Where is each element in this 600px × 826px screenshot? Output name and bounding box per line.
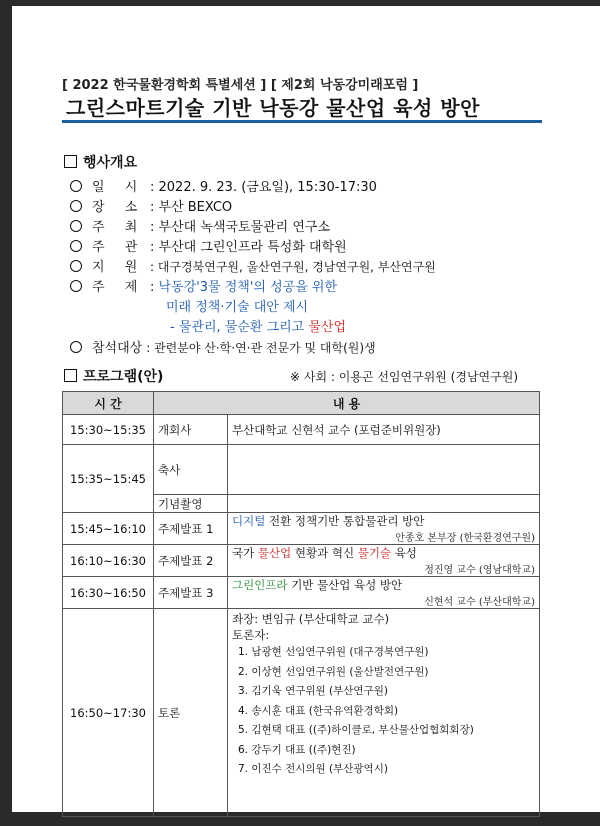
col-time-header: 시 간 bbox=[63, 392, 154, 415]
info-support: 지 원 : 대구경북연구원, 울산연구원, 경남연구원, 부산연구원 bbox=[70, 256, 436, 275]
table-row bbox=[63, 415, 540, 445]
row-content: 국가 물산업 현황과 혁신 물기술 육성 정진영 교수 (영남대학교) bbox=[228, 545, 540, 577]
row-category: 개회사 bbox=[154, 415, 228, 445]
circle-bullet-icon bbox=[70, 180, 82, 192]
table-row bbox=[63, 577, 540, 609]
speaker: 신현석 교수 (부산대학교) bbox=[424, 597, 535, 608]
discussion-chair: 좌장: 변임규 (부산대학교 교수) bbox=[232, 612, 390, 626]
list-item: 6. 강두기 대표 ((주)현진) bbox=[238, 743, 356, 756]
moderator-note: ※ 사회 : 이용곤 선임연구위원 (경남연구원) bbox=[290, 370, 519, 384]
list-item: 4. 송시훈 대표 (한국유역환경학회) bbox=[238, 704, 399, 717]
table-row bbox=[63, 609, 540, 817]
row-time: 16:10~16:30 bbox=[63, 545, 154, 577]
row-content: 디지털 전환 정책기반 통합물관리 방안 안종호 본부장 (한국환경연구원) bbox=[228, 513, 540, 545]
title-underline bbox=[62, 120, 542, 123]
row-time: 16:50~17:30 bbox=[63, 609, 154, 817]
col-content-header: 내 용 bbox=[154, 392, 540, 415]
circle-bullet-icon bbox=[70, 220, 82, 232]
panel-label: 토론자: bbox=[232, 628, 270, 642]
row-time: 16:30~16:50 bbox=[63, 577, 154, 609]
discussion-content bbox=[228, 609, 540, 817]
info-organizer: 주 관 : 부산대 그린인프라 특성화 대학원 bbox=[70, 236, 347, 255]
checkbox-square-icon bbox=[64, 369, 77, 382]
table-row bbox=[63, 445, 540, 495]
list-item: 2. 이상현 선임연구위원 (울산발전연구원) bbox=[238, 665, 429, 678]
row-category: 주제발표 3 bbox=[154, 577, 228, 609]
theme-line-3: - 물관리, 물순환 그리고 물산업 bbox=[170, 320, 347, 335]
row-time: 15:30~15:35 bbox=[63, 415, 154, 445]
speaker: 안종호 본부장 (한국환경연구원) bbox=[395, 533, 535, 544]
list-item: 1. 남광현 선임연구위원 (대구경북연구원) bbox=[238, 646, 429, 658]
theme-line-2: 미래 정책·기술 대안 제시 bbox=[166, 300, 309, 315]
table-header-row bbox=[63, 392, 540, 415]
row-content: 부산대학교 신현석 교수 (포럼준비위원장) bbox=[228, 415, 540, 445]
viewer-frame-left bbox=[0, 0, 12, 826]
event-subtitle: [ 2022 한국물환경학회 특별세션 ] [ 제2회 낙동강미래포럼 ] bbox=[62, 78, 419, 93]
overview-heading: 행사개요 bbox=[64, 152, 137, 172]
row-time: 15:45~16:10 bbox=[63, 513, 154, 545]
speaker: 정진영 교수 (영남대학교) bbox=[424, 565, 535, 576]
list-item: 3. 김기욱 연구위원 (부산연구원) bbox=[238, 685, 388, 697]
info-place: 장 소 : 부산 BEXCO bbox=[70, 196, 232, 215]
row-category: 주제발표 1 bbox=[154, 513, 228, 545]
event-title: 그린스마트기술 기반 낙동강 물산업 육성 방안 bbox=[66, 96, 480, 120]
circle-bullet-icon bbox=[70, 341, 82, 353]
circle-bullet-icon bbox=[70, 280, 82, 292]
list-item: 5. 김현택 대표 ((주)하이클로, 부산물산업협회회장) bbox=[238, 724, 474, 736]
program-heading: 프로그램(안) bbox=[64, 366, 163, 386]
info-date: 일 시 : 2022. 9. 23. (금요일), 15:30-17:30 bbox=[70, 176, 377, 195]
row-content bbox=[228, 445, 540, 495]
row-content bbox=[228, 495, 540, 513]
row-content: 그린인프라 기반 물산업 육성 방안 신현석 교수 (부산대학교) bbox=[228, 577, 540, 609]
info-host: 주 최 : 부산대 녹색국토물관리 연구소 bbox=[70, 216, 330, 235]
list-item: 7. 이진수 전시의원 (부산광역시) bbox=[238, 763, 388, 775]
row-time: 15:35~15:45 bbox=[63, 445, 154, 513]
table-row bbox=[63, 513, 540, 545]
row-category: 기념촬영 bbox=[154, 495, 228, 513]
info-attendees: 참석대상 : 관련분야 산·학·연·관 전문가 및 대학(원)생 bbox=[70, 337, 376, 356]
row-category: 주제발표 2 bbox=[154, 545, 228, 577]
row-category: 축사 bbox=[154, 445, 228, 495]
info-theme: 주 제 : 낙동강'3물 정책'의 성공을 위한 bbox=[70, 276, 337, 295]
circle-bullet-icon bbox=[70, 260, 82, 272]
circle-bullet-icon bbox=[70, 200, 82, 212]
checkbox-square-icon bbox=[64, 155, 77, 168]
table-row bbox=[63, 545, 540, 577]
program-table bbox=[62, 391, 540, 817]
circle-bullet-icon bbox=[70, 240, 82, 252]
row-category: 토론 bbox=[154, 609, 228, 817]
panel-list bbox=[232, 643, 535, 780]
